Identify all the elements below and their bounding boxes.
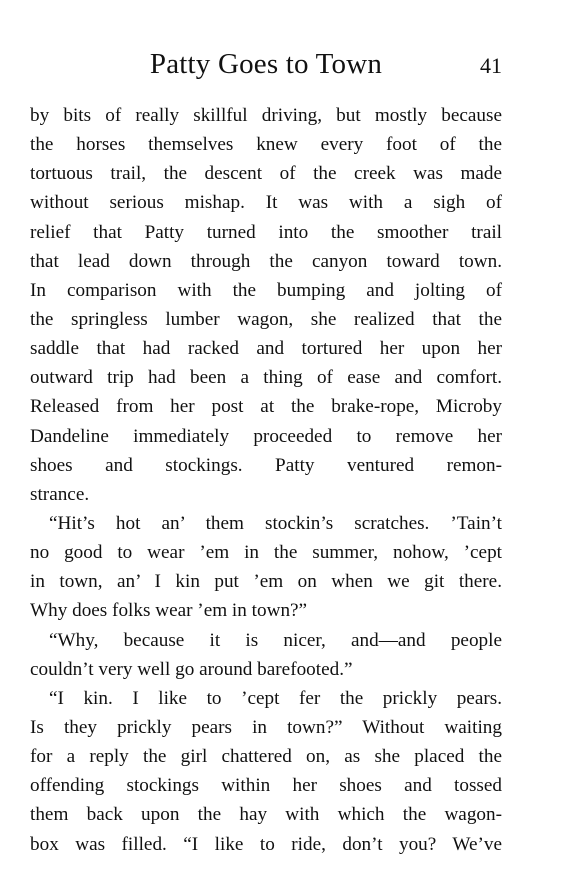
- text-line: shoes and stockings. Patty ventured remon-: [30, 454, 502, 476]
- text-line: for a reply the girl chattered on, as she placed the: [30, 746, 502, 768]
- text-line: no good to wear ’em in the summer, nohow, ’cept: [30, 542, 502, 564]
- text-line: without serious mishap. It was with a sigh of: [30, 192, 502, 214]
- text-line: the horses themselves knew every foot of the: [30, 134, 502, 156]
- text-line: “I kin. I like to ’cept fer the prickly pears.: [49, 687, 502, 709]
- text-line: in town, an’ I kin put ’em on when we git there.: [30, 571, 502, 593]
- chapter-title: Patty Goes to Town: [149, 48, 383, 80]
- text-line: Dandeline immediately proceeded to remove her: [30, 425, 502, 447]
- text-line: strance.: [30, 483, 90, 505]
- text-line: that lead down through the canyon toward town.: [30, 250, 502, 272]
- running-head: [30, 44, 502, 84]
- text-line: tortuous trail, the descent of the creek was made: [30, 163, 502, 185]
- text-line: saddle that had racked and tortured her upon her: [30, 338, 502, 360]
- text-line: couldn’t very well go around barefooted.”: [30, 658, 353, 680]
- text-line: Is they prickly pears in town?” Without waiting: [30, 716, 502, 738]
- text-line: outward trip had been a thing of ease and comfort.: [30, 367, 502, 389]
- text-line: offending stockings within her shoes and tossed: [30, 775, 502, 797]
- text-line: “Why, because it is nicer, and—and people: [49, 629, 502, 651]
- text-line: Released from her post at the brake-rope, Microby: [30, 396, 502, 418]
- text-line: Why does folks wear ’em in town?”: [30, 600, 308, 622]
- text-line: them back upon the hay with which the wagon-: [30, 804, 502, 826]
- text-line: In comparison with the bumping and jolting of: [30, 279, 502, 301]
- text-line: relief that Patty turned into the smoother trail: [30, 221, 502, 243]
- body-text: [30, 101, 502, 859]
- page-number: 41: [480, 53, 502, 78]
- text-line: the springless lumber wagon, she realized that the: [30, 308, 502, 330]
- text-line: box was filled. “I like to ride, don’t you? We’ve: [30, 833, 502, 855]
- text-line: “Hit’s hot an’ them stockin’s scratches. ’Tain’t: [49, 512, 502, 534]
- text-line: by bits of really skillful driving, but mostly because: [30, 105, 502, 126]
